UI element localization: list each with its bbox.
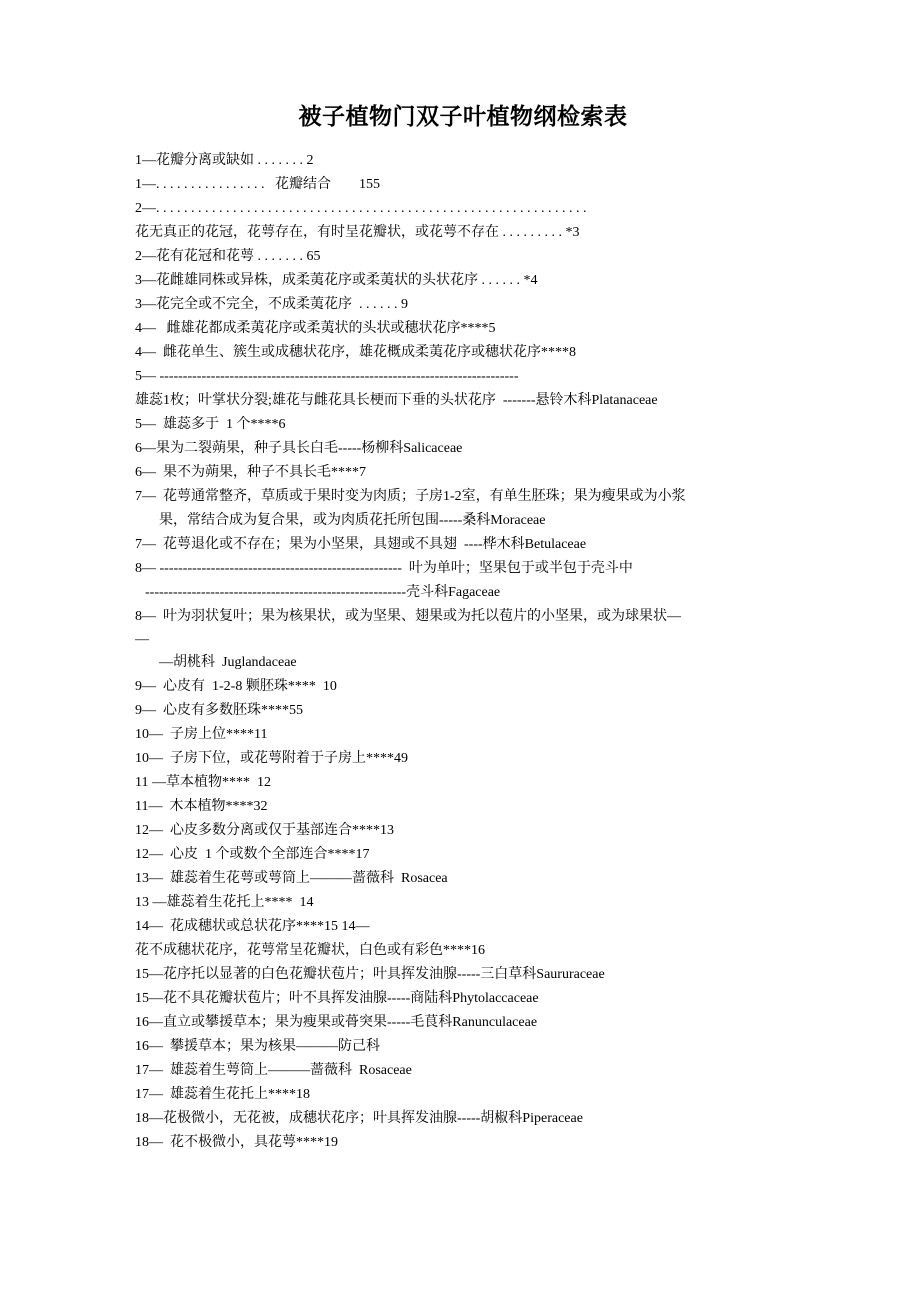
key-line: 12— 心皮 1 个或数个全部连合****17	[135, 847, 370, 862]
key-line: 3—花雌雄同株或异株，成柔荑花序或柔荑状的头状花序 . . . . . . *4	[135, 273, 538, 288]
key-line: 17— 雄蕊着生花托上****18	[135, 1087, 310, 1102]
key-line: 11— 木本植物****32	[135, 799, 268, 814]
key-line: 8— ---------------------------------------------------- 叶为单叶；坚果包于或半包于壳斗中	[135, 561, 633, 576]
key-line: 4— 雌花单生、簇生或成穗状花序，雄花概成柔荑花序或穗状花序****8	[135, 345, 576, 360]
key-line: 16— 攀援草本；果为核果———防己科	[135, 1039, 380, 1054]
key-line: 6— 果不为蒴果，种子不具长毛****7	[135, 465, 366, 480]
key-line: 花无真正的花冠，花萼存在，有时呈花瓣状，或花萼不存在 . . . . . . . . . *3	[135, 225, 580, 240]
key-line: 5— -----------------------------------------------------------------------------	[135, 369, 519, 384]
key-line: 18— 花不极微小，具花萼****19	[135, 1135, 338, 1150]
key-body	[135, 149, 795, 1155]
key-line: 9— 心皮有 1-2-8 颗胚珠**** 10	[135, 679, 337, 694]
key-line: 3—花完全或不完全，不成柔荑花序 . . . . . . 9	[135, 297, 408, 312]
key-line: 雄蕊1枚；叶掌状分裂;雄花与雌花具长梗而下垂的头状花序 -------悬铃木科Platanaceae	[135, 393, 658, 408]
key-line: 18—花极微小，无花被，成穗状花序；叶具挥发油腺-----胡椒科Piperaceae	[135, 1111, 583, 1126]
key-line: —胡桃科 Juglandaceae	[159, 655, 297, 670]
key-line: 9— 心皮有多数胚珠****55	[135, 703, 303, 718]
key-line: 15—花序托以显著的白色花瓣状苞片；叶具挥发油腺-----三白草科Saururaceae	[135, 967, 605, 982]
key-line: --------------------------------------------------------壳斗科Fagaceae	[145, 585, 501, 600]
key-line: 7— 花萼通常整齐，草质或于果时变为肉质；子房1-2室，有单生胚珠；果为瘦果或为小浆	[135, 489, 686, 504]
key-line: 13 —雄蕊着生花托上**** 14	[135, 895, 314, 910]
key-line: 2—. . . . . . . . . . . . . . . . . . . . . . . . . . . . . . . . . . . . . . . . . . . . . . . . . . . . . . . . . . . . . .	[135, 201, 587, 216]
key-line: 15—花不具花瓣状苞片；叶不具挥发油腺-----商陆科Phytolaccaceae	[135, 991, 539, 1006]
key-line: 10— 子房上位****11	[135, 727, 268, 742]
key-line: 14— 花成穗状或总状花序****15 14—	[135, 919, 370, 934]
key-line: 11 —草本植物**** 12	[135, 775, 271, 790]
key-line: 7— 花萼退化或不存在；果为小坚果，具翅或不具翅 ----桦木科Betulaceae	[135, 537, 587, 552]
key-line: 2—花有花冠和花萼 . . . . . . . 65	[135, 249, 321, 264]
key-line: 10— 子房下位，或花萼附着于子房上****49	[135, 751, 408, 766]
document-title: 被子植物门双子叶植物纲检索表	[298, 104, 628, 129]
key-line: 6—果为二裂蒴果，种子具长白毛-----杨柳科Salicaceae	[135, 441, 463, 456]
key-line: 1—. . . . . . . . . . . . . . . . 花瓣结合 155	[135, 177, 380, 192]
key-line: 16—直立或攀援草本；果为瘦果或蓇突果-----毛茛科Ranunculaceae	[135, 1015, 538, 1030]
key-line: 4— 雌雄花都成柔荑花序或柔荑状的头状或穗状花序****5	[135, 321, 496, 336]
key-line: 1—花瓣分离或缺如 . . . . . . . 2	[135, 153, 314, 168]
key-line: 花不成穗状花序，花萼常呈花瓣状，白色或有彩色****16	[135, 943, 485, 958]
key-line: 17— 雄蕊着生萼筒上———蔷薇科 Rosaceae	[135, 1063, 412, 1078]
key-line: 13— 雄蕊着生花萼或萼筒上———蔷薇科 Rosacea	[135, 871, 448, 886]
key-line: —	[135, 632, 149, 647]
key-line: 5— 雄蕊多于 1 个****6	[135, 417, 286, 432]
key-line: 12— 心皮多数分离或仅于基部连合****13	[135, 823, 394, 838]
key-line: 果，常结合成为复合果，或为肉质花托所包围-----桑科Moraceae	[159, 513, 546, 528]
key-line: 8— 叶为羽状复叶；果为核果状，或为坚果、翅果或为托以苞片的小坚果，或为球果状—	[135, 609, 681, 624]
